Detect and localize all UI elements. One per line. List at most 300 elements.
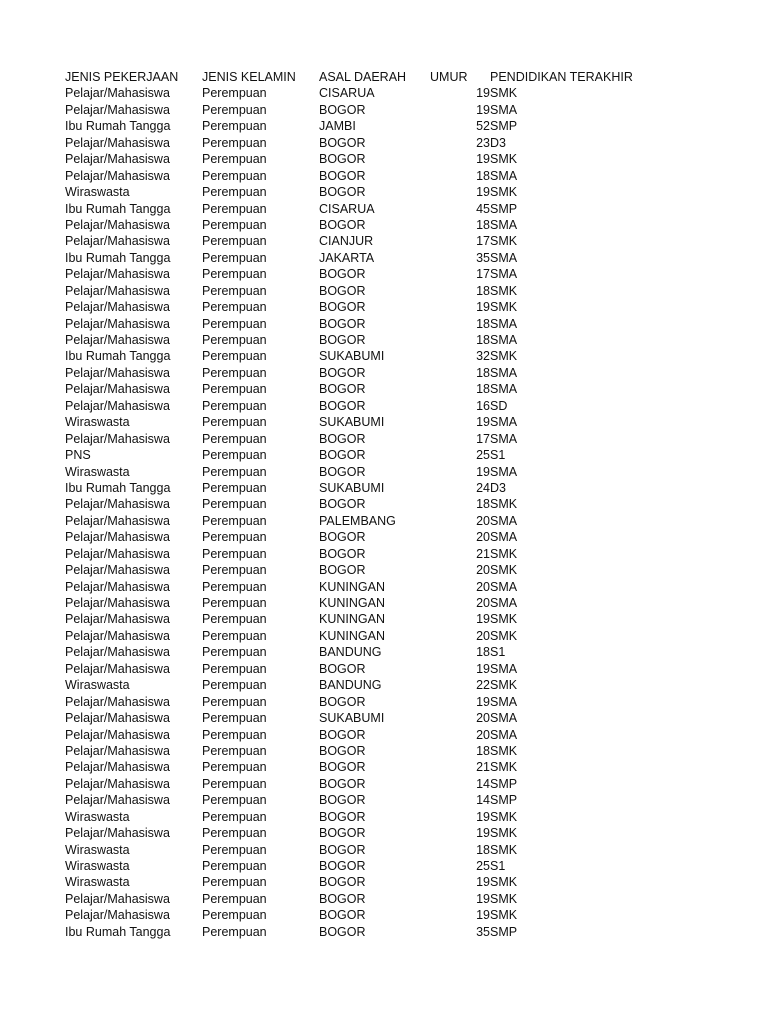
cell-education: SMP: [490, 119, 518, 134]
cell-job: Ibu Rumah Tangga: [65, 924, 171, 939]
cell-education: S1: [490, 645, 506, 660]
cell-job: Pelajar/Mahasiswa: [65, 579, 170, 594]
cell-sex: Perempuan: [202, 612, 267, 627]
cell-job: Pelajar/Mahasiswa: [65, 628, 170, 643]
cell-region: PALEMBANG: [319, 513, 396, 528]
cell-sex: Perempuan: [202, 168, 267, 183]
cell-age: 18: [476, 842, 490, 857]
table-row: [0, 414, 768, 430]
cell-education: SMK: [490, 678, 518, 693]
cell-job: Pelajar/Mahasiswa: [65, 711, 170, 726]
cell-age: 19: [476, 661, 490, 676]
table-row: [0, 809, 768, 825]
cell-sex: Perempuan: [202, 530, 267, 545]
cell-sex: Perempuan: [202, 448, 267, 463]
cell-education: SMK: [490, 349, 518, 364]
header-age: UMUR: [430, 70, 468, 84]
cell-education: D3: [490, 135, 506, 150]
table-row: [0, 365, 768, 381]
cell-education: SMP: [490, 924, 518, 939]
table-row: [0, 924, 768, 940]
cell-sex: Perempuan: [202, 924, 267, 939]
cell-education: SMA: [490, 217, 518, 232]
cell-region: BOGOR: [319, 398, 366, 413]
cell-age: 19: [476, 908, 490, 923]
cell-education: SMK: [490, 809, 518, 824]
cell-region: CISARUA: [319, 86, 375, 101]
cell-age: 19: [476, 415, 490, 430]
cell-job: Pelajar/Mahasiswa: [65, 267, 170, 282]
cell-sex: Perempuan: [202, 743, 267, 758]
cell-education: SMK: [490, 86, 518, 101]
cell-sex: Perempuan: [202, 267, 267, 282]
cell-age: 20: [476, 628, 490, 643]
cell-region: SUKABUMI: [319, 349, 385, 364]
cell-sex: Perempuan: [202, 185, 267, 200]
table-row: [0, 644, 768, 660]
cell-education: SMK: [490, 300, 518, 315]
cell-region: BOGOR: [319, 694, 366, 709]
cell-age: 18: [476, 283, 490, 298]
cell-age: 35: [476, 250, 490, 265]
cell-education: SMA: [490, 168, 518, 183]
cell-education: SMA: [490, 530, 518, 545]
cell-job: Wiraswasta: [65, 464, 130, 479]
cell-education: SMA: [490, 102, 518, 117]
cell-sex: Perempuan: [202, 431, 267, 446]
cell-sex: Perempuan: [202, 661, 267, 676]
cell-region: BOGOR: [319, 152, 366, 167]
cell-age: 18: [476, 217, 490, 232]
cell-sex: Perempuan: [202, 234, 267, 249]
cell-age: 18: [476, 168, 490, 183]
cell-education: SMA: [490, 431, 518, 446]
table-row: [0, 102, 768, 118]
cell-education: SMA: [490, 727, 518, 742]
cell-education: SMK: [490, 628, 518, 643]
cell-sex: Perempuan: [202, 135, 267, 150]
table-row: [0, 513, 768, 529]
cell-job: Pelajar/Mahasiswa: [65, 283, 170, 298]
cell-education: SMA: [490, 382, 518, 397]
cell-job: Pelajar/Mahasiswa: [65, 300, 170, 315]
cell-education: SMK: [490, 152, 518, 167]
cell-region: BOGOR: [319, 727, 366, 742]
table-row: [0, 759, 768, 775]
cell-age: 19: [476, 300, 490, 315]
cell-age: 20: [476, 711, 490, 726]
cell-sex: Perempuan: [202, 908, 267, 923]
cell-sex: Perempuan: [202, 365, 267, 380]
cell-age: 19: [476, 102, 490, 117]
cell-education: SMP: [490, 776, 518, 791]
cell-region: BOGOR: [319, 661, 366, 676]
cell-job: Ibu Rumah Tangga: [65, 201, 171, 216]
cell-sex: Perempuan: [202, 628, 267, 643]
cell-job: Pelajar/Mahasiswa: [65, 316, 170, 331]
cell-education: SMK: [490, 908, 518, 923]
cell-age: 19: [476, 809, 490, 824]
cell-region: BOGOR: [319, 102, 366, 117]
cell-education: SMK: [490, 546, 518, 561]
cell-region: BOGOR: [319, 875, 366, 890]
cell-job: Pelajar/Mahasiswa: [65, 431, 170, 446]
cell-sex: Perempuan: [202, 415, 267, 430]
cell-job: Pelajar/Mahasiswa: [65, 217, 170, 232]
table-row: [0, 858, 768, 874]
table-row: [0, 661, 768, 677]
cell-education: SMK: [490, 563, 518, 578]
table-row: [0, 891, 768, 907]
cell-region: KUNINGAN: [319, 628, 385, 643]
cell-sex: Perempuan: [202, 316, 267, 331]
table-row: [0, 431, 768, 447]
cell-job: Pelajar/Mahasiswa: [65, 135, 170, 150]
cell-age: 18: [476, 382, 490, 397]
cell-sex: Perempuan: [202, 727, 267, 742]
cell-age: 20: [476, 579, 490, 594]
cell-age: 20: [476, 596, 490, 610]
table-row: [0, 151, 768, 167]
cell-sex: Perempuan: [202, 480, 267, 495]
table-row: [0, 776, 768, 792]
cell-job: Pelajar/Mahasiswa: [65, 234, 170, 249]
cell-job: Wiraswasta: [65, 678, 130, 693]
cell-education: SMA: [490, 316, 518, 331]
cell-sex: Perempuan: [202, 875, 267, 890]
cell-education: SMP: [490, 793, 518, 808]
cell-education: SMA: [490, 661, 518, 676]
cell-job: Pelajar/Mahasiswa: [65, 398, 170, 413]
cell-sex: Perempuan: [202, 86, 267, 101]
cell-job: Ibu Rumah Tangga: [65, 250, 171, 265]
cell-region: BOGOR: [319, 448, 366, 463]
cell-sex: Perempuan: [202, 382, 267, 397]
cell-age: 21: [476, 760, 490, 775]
cell-age: 18: [476, 333, 490, 347]
cell-job: Pelajar/Mahasiswa: [65, 86, 170, 101]
cell-job: Pelajar/Mahasiswa: [65, 891, 170, 906]
cell-sex: Perempuan: [202, 250, 267, 265]
cell-job: Wiraswasta: [65, 185, 130, 200]
table-row: [0, 299, 768, 315]
cell-region: BOGOR: [319, 185, 366, 200]
cell-education: SMA: [490, 333, 518, 347]
table-row: [0, 135, 768, 151]
cell-job: Ibu Rumah Tangga: [65, 480, 171, 495]
cell-sex: Perempuan: [202, 201, 267, 216]
cell-region: BOGOR: [319, 267, 366, 282]
cell-age: 22: [476, 678, 490, 693]
cell-region: BOGOR: [319, 283, 366, 298]
cell-job: Pelajar/Mahasiswa: [65, 776, 170, 791]
table-row: [0, 611, 768, 627]
cell-job: Pelajar/Mahasiswa: [65, 382, 170, 397]
header-row: [0, 69, 768, 85]
table-row: [0, 332, 768, 348]
cell-sex: Perempuan: [202, 645, 267, 660]
cell-age: 20: [476, 563, 490, 578]
cell-job: Pelajar/Mahasiswa: [65, 645, 170, 660]
table-row: [0, 743, 768, 759]
cell-education: SMK: [490, 743, 518, 758]
cell-region: BOGOR: [319, 168, 366, 183]
cell-age: 19: [476, 826, 490, 841]
cell-job: Pelajar/Mahasiswa: [65, 152, 170, 167]
cell-education: SMA: [490, 415, 518, 430]
cell-job: Pelajar/Mahasiswa: [65, 612, 170, 627]
cell-education: SD: [490, 398, 508, 413]
table-row: [0, 201, 768, 217]
table-row: [0, 727, 768, 743]
cell-job: Pelajar/Mahasiswa: [65, 497, 170, 512]
cell-age: 19: [476, 694, 490, 709]
cell-sex: Perempuan: [202, 102, 267, 117]
cell-age: 17: [476, 267, 490, 282]
cell-region: BOGOR: [319, 563, 366, 578]
cell-age: 17: [476, 234, 490, 249]
cell-region: SUKABUMI: [319, 480, 385, 495]
cell-region: BOGOR: [319, 826, 366, 841]
cell-job: Pelajar/Mahasiswa: [65, 168, 170, 183]
cell-job: Wiraswasta: [65, 809, 130, 824]
cell-job: Pelajar/Mahasiswa: [65, 727, 170, 742]
cell-sex: Perempuan: [202, 579, 267, 594]
cell-sex: Perempuan: [202, 300, 267, 315]
table-row: [0, 529, 768, 545]
cell-age: 19: [476, 464, 490, 479]
cell-region: SUKABUMI: [319, 711, 385, 726]
table-row: [0, 118, 768, 134]
cell-job: Pelajar/Mahasiswa: [65, 365, 170, 380]
cell-education: SMK: [490, 826, 518, 841]
cell-age: 52: [476, 119, 490, 134]
cell-sex: Perempuan: [202, 283, 267, 298]
cell-age: 18: [476, 365, 490, 380]
cell-age: 45: [476, 201, 490, 216]
cell-region: BOGOR: [319, 530, 366, 545]
table-row: [0, 184, 768, 200]
cell-age: 20: [476, 727, 490, 742]
cell-age: 25: [476, 859, 490, 873]
cell-region: BOGOR: [319, 333, 366, 347]
table-row: [0, 266, 768, 282]
cell-age: 19: [476, 612, 490, 627]
cell-sex: Perempuan: [202, 859, 267, 873]
cell-sex: Perempuan: [202, 793, 267, 808]
cell-region: BANDUNG: [319, 645, 382, 660]
cell-region: BOGOR: [319, 546, 366, 561]
cell-region: BOGOR: [319, 809, 366, 824]
table-row: [0, 398, 768, 414]
cell-region: BANDUNG: [319, 678, 382, 693]
cell-job: Pelajar/Mahasiswa: [65, 102, 170, 117]
cell-job: Pelajar/Mahasiswa: [65, 333, 170, 347]
cell-region: BOGOR: [319, 431, 366, 446]
cell-sex: Perempuan: [202, 842, 267, 857]
table-row: [0, 628, 768, 644]
cell-sex: Perempuan: [202, 678, 267, 693]
cell-education: SMK: [490, 283, 518, 298]
table-body: [0, 85, 768, 940]
cell-education: SMA: [490, 365, 518, 380]
table-row: [0, 546, 768, 562]
cell-job: Pelajar/Mahasiswa: [65, 596, 170, 610]
cell-job: Pelajar/Mahasiswa: [65, 743, 170, 758]
table-row: [0, 792, 768, 808]
cell-education: SMA: [490, 711, 518, 726]
cell-education: SMA: [490, 513, 518, 528]
cell-education: S1: [490, 448, 506, 463]
cell-sex: Perempuan: [202, 596, 267, 610]
cell-age: 20: [476, 513, 490, 528]
cell-region: BOGOR: [319, 135, 366, 150]
table-row: [0, 233, 768, 249]
cell-region: KUNINGAN: [319, 596, 385, 610]
table-row: [0, 579, 768, 595]
cell-job: Wiraswasta: [65, 859, 130, 873]
cell-age: 25: [476, 448, 490, 463]
cell-job: Ibu Rumah Tangga: [65, 349, 171, 364]
cell-region: KUNINGAN: [319, 579, 385, 594]
cell-age: 24: [476, 480, 490, 495]
cell-age: 18: [476, 497, 490, 512]
data-sheet: [0, 69, 768, 940]
cell-sex: Perempuan: [202, 217, 267, 232]
cell-region: CISARUA: [319, 201, 375, 216]
table-row: [0, 694, 768, 710]
table-row: [0, 562, 768, 578]
cell-education: SMA: [490, 464, 518, 479]
cell-sex: Perempuan: [202, 809, 267, 824]
cell-sex: Perempuan: [202, 398, 267, 413]
cell-education: SMK: [490, 891, 518, 906]
cell-region: SUKABUMI: [319, 415, 385, 430]
header-education: PENDIDIKAN TERAKHIR: [490, 70, 633, 84]
table-row: [0, 168, 768, 184]
cell-sex: Perempuan: [202, 513, 267, 528]
cell-region: KUNINGAN: [319, 612, 385, 627]
cell-education: SMA: [490, 579, 518, 594]
table-row: [0, 842, 768, 858]
cell-sex: Perempuan: [202, 694, 267, 709]
cell-education: SMK: [490, 234, 518, 249]
table-row: [0, 464, 768, 480]
cell-sex: Perempuan: [202, 563, 267, 578]
cell-age: 19: [476, 152, 490, 167]
cell-job: Pelajar/Mahasiswa: [65, 661, 170, 676]
cell-education: SMK: [490, 497, 518, 512]
cell-region: BOGOR: [319, 743, 366, 758]
table-row: [0, 316, 768, 332]
cell-job: Pelajar/Mahasiswa: [65, 530, 170, 545]
cell-education: SMK: [490, 612, 518, 627]
cell-age: 19: [476, 875, 490, 890]
cell-age: 19: [476, 891, 490, 906]
cell-sex: Perempuan: [202, 826, 267, 841]
cell-age: 18: [476, 645, 490, 660]
table-row: [0, 381, 768, 397]
cell-sex: Perempuan: [202, 349, 267, 364]
cell-sex: Perempuan: [202, 152, 267, 167]
cell-age: 19: [476, 185, 490, 200]
cell-region: JAKARTA: [319, 250, 375, 265]
cell-age: 14: [476, 776, 490, 791]
cell-age: 32: [476, 349, 490, 364]
table-row: [0, 907, 768, 923]
cell-region: BOGOR: [319, 760, 366, 775]
cell-region: BOGOR: [319, 464, 366, 479]
cell-region: BOGOR: [319, 859, 366, 873]
cell-sex: Perempuan: [202, 497, 267, 512]
cell-sex: Perempuan: [202, 546, 267, 561]
cell-region: BOGOR: [319, 924, 366, 939]
cell-job: Pelajar/Mahasiswa: [65, 760, 170, 775]
cell-education: SMK: [490, 842, 518, 857]
cell-region: JAMBI: [319, 119, 356, 134]
cell-age: 23: [476, 135, 490, 150]
table-row: [0, 710, 768, 726]
cell-education: SMP: [490, 201, 518, 216]
cell-education: SMK: [490, 875, 518, 890]
cell-job: Wiraswasta: [65, 415, 130, 430]
cell-sex: Perempuan: [202, 760, 267, 775]
cell-job: Pelajar/Mahasiswa: [65, 563, 170, 578]
cell-job: Pelajar/Mahasiswa: [65, 826, 170, 841]
cell-job: Wiraswasta: [65, 842, 130, 857]
cell-region: BOGOR: [319, 316, 366, 331]
cell-age: 18: [476, 743, 490, 758]
cell-education: SMA: [490, 267, 518, 282]
table-row: [0, 85, 768, 101]
cell-age: 21: [476, 546, 490, 561]
cell-age: 35: [476, 924, 490, 939]
cell-age: 20: [476, 530, 490, 545]
cell-region: BOGOR: [319, 891, 366, 906]
cell-region: BOGOR: [319, 908, 366, 923]
cell-sex: Perempuan: [202, 711, 267, 726]
cell-sex: Perempuan: [202, 333, 267, 347]
cell-job: Pelajar/Mahasiswa: [65, 513, 170, 528]
cell-education: SMA: [490, 596, 518, 610]
cell-job: Pelajar/Mahasiswa: [65, 546, 170, 561]
header-job: JENIS PEKERJAAN: [65, 70, 179, 84]
cell-age: 16: [476, 398, 490, 413]
table-row: [0, 250, 768, 266]
cell-education: D3: [490, 480, 506, 495]
cell-education: SMK: [490, 760, 518, 775]
header-sex: JENIS KELAMIN: [202, 70, 296, 84]
table-row: [0, 496, 768, 512]
cell-region: BOGOR: [319, 497, 366, 512]
table-row: [0, 283, 768, 299]
cell-education: SMK: [490, 185, 518, 200]
cell-job: Wiraswasta: [65, 875, 130, 890]
cell-age: 14: [476, 793, 490, 808]
table-row: [0, 595, 768, 611]
cell-job: PNS: [65, 448, 91, 463]
cell-sex: Perempuan: [202, 776, 267, 791]
cell-job: Pelajar/Mahasiswa: [65, 793, 170, 808]
cell-region: BOGOR: [319, 793, 366, 808]
cell-region: BOGOR: [319, 300, 366, 315]
cell-region: BOGOR: [319, 776, 366, 791]
table-row: [0, 447, 768, 463]
cell-job: Pelajar/Mahasiswa: [65, 694, 170, 709]
table-row: [0, 825, 768, 841]
table-row: [0, 348, 768, 364]
table-row: [0, 217, 768, 233]
